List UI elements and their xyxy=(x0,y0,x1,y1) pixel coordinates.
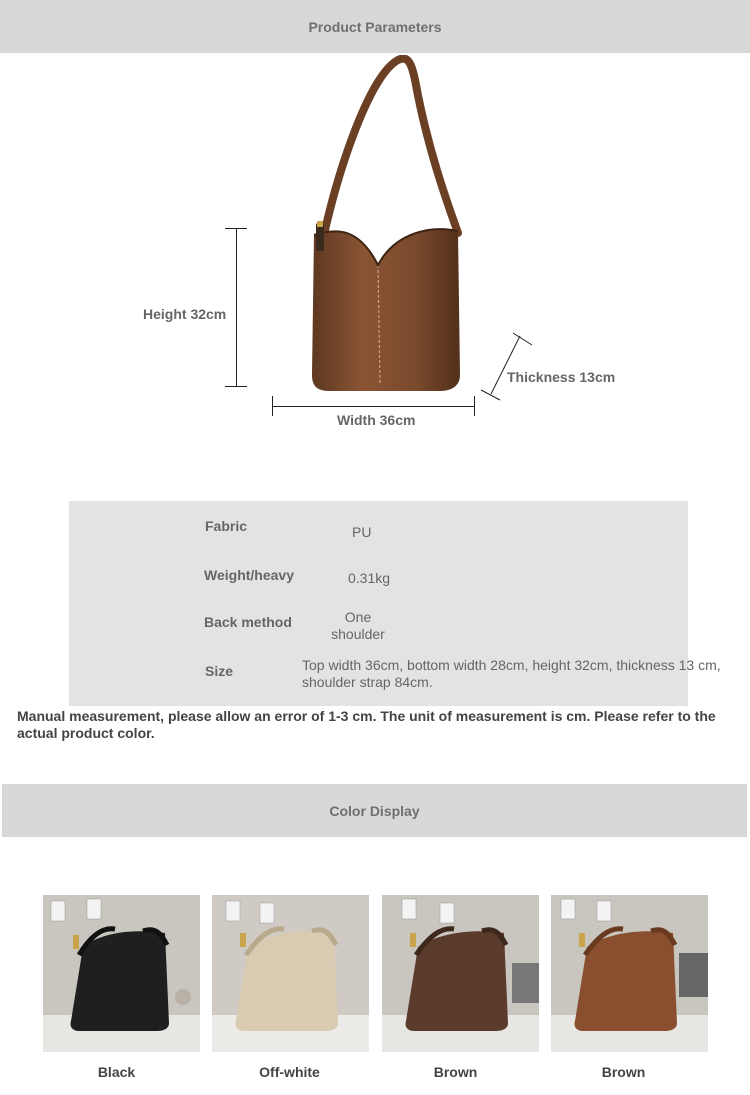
param-value-back-method: One shoulder xyxy=(331,609,385,642)
param-label-back-method: Back method xyxy=(204,614,292,630)
color-display-title: Color Display xyxy=(329,802,420,819)
bag-brown-dark-image xyxy=(382,895,539,1052)
bag-brown-light-image xyxy=(551,895,708,1052)
product-parameters-banner xyxy=(0,0,750,53)
param-value-fabric: PU xyxy=(352,524,372,540)
thickness-label: Thickness 13cm xyxy=(507,369,616,385)
measurement-note: Manual measurement, please allow an error of 1-3 cm. The unit of measurement is cm. Please refer to the actual product color. xyxy=(17,708,716,741)
param-value-weight: 0.31kg xyxy=(348,570,391,586)
bag-product-image xyxy=(300,55,470,395)
color-swatch-off-white[interactable] xyxy=(212,895,369,1052)
height-line-bottom-cap xyxy=(225,386,247,387)
color-swatch-brown-light[interactable] xyxy=(551,895,708,1052)
bag-black-image xyxy=(43,895,200,1052)
color-label-brown-dark: Brown xyxy=(433,1064,478,1080)
thickness-line xyxy=(478,330,538,402)
height-label: Height 32cm xyxy=(143,306,227,322)
width-label: Width 36cm xyxy=(337,412,416,428)
color-label-off-white: Off-white xyxy=(259,1064,320,1080)
color-label-brown-light: Brown xyxy=(601,1064,646,1080)
param-label-weight: Weight/heavy xyxy=(204,567,294,583)
param-label-size: Size xyxy=(205,663,234,679)
color-label-black: Black xyxy=(97,1064,136,1080)
color-swatch-black[interactable] xyxy=(43,895,200,1052)
width-line xyxy=(272,406,475,407)
width-line-right-cap xyxy=(474,396,475,416)
product-parameters-title: Product Parameters xyxy=(308,18,442,35)
bag-off-white-image xyxy=(212,895,369,1052)
param-label-fabric: Fabric xyxy=(205,518,248,534)
color-swatch-brown-dark[interactable] xyxy=(382,895,539,1052)
height-line xyxy=(236,228,237,387)
param-value-size: Top width 36cm, bottom width 28cm, height 32cm, thickness 13 cm, shoulder strap 84cm. xyxy=(302,657,721,690)
color-display-banner xyxy=(2,784,747,837)
